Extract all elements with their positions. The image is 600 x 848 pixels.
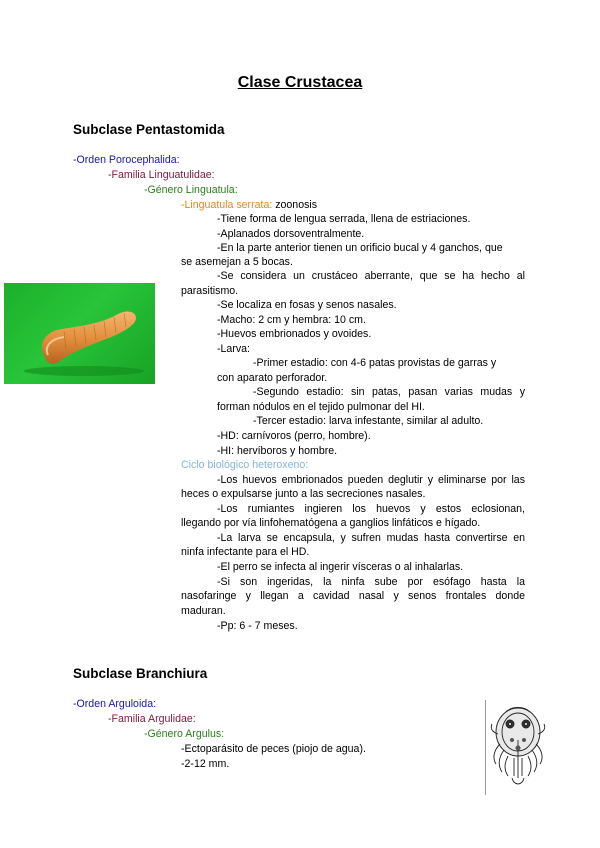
orden-porocephalida: -Orden Porocephalida: (73, 154, 180, 166)
species-line (181, 198, 317, 213)
familia-argulidae: -Familia Argulidae: (108, 713, 196, 725)
text-line: -La larva se encapsula, y sufren mudas hasta convertirse en (217, 532, 525, 544)
text-line: nasofaringe y llegan a cavidad nasal y senos frontales donde (181, 590, 525, 602)
genero-argulus: -Género Argulus: (144, 728, 225, 740)
text-line: parasitismo. (181, 285, 239, 297)
text-line: -Aplanados dorsoventralmente. (217, 228, 365, 240)
familia-linguatulidae: -Familia Linguatulidae: (108, 169, 215, 181)
text-line: -Si son ingeridas, la ninfa sube por esófago hasta la (217, 576, 525, 588)
ciclo-heading: Ciclo biológico heteroxeno: (181, 459, 309, 471)
text-line: -Primer estadio: con 4-6 patas provistas de garras y (253, 357, 497, 369)
text-line: maduran. (181, 605, 226, 617)
text-line: heces o expulsarse junto a las secreciones nasales. (181, 488, 426, 500)
text-line: -HI: hervíboros y hombre. (217, 445, 338, 457)
linguatula-photo (4, 283, 155, 384)
text-line: -Macho: 2 cm y hembra: 10 cm. (217, 314, 366, 326)
text-line: -Tiene forma de lengua serrada, llena de estriaciones. (217, 213, 471, 225)
text-line: -Tercer estadio: larva infestante, similar al adulto. (253, 415, 484, 427)
text-line: -Los huevos embrionados pueden deglutir y eliminarse por las (217, 474, 525, 486)
genero-linguatula: -Género Linguatula: (144, 184, 238, 196)
section-heading-branchiura: Subclase Branchiura (73, 666, 208, 681)
text-line: -Segundo estadio: sin patas, pasan varias mudas y (253, 386, 525, 398)
text-line: -En la parte anterior tienen un orificio bucal y 4 ganchos, que (217, 242, 503, 254)
text-line: -Se localiza en fosas y senos nasales. (217, 299, 397, 311)
text-line: -Los rumiantes ingieren los huevos y estos eclosionan, (217, 503, 525, 515)
text-line: forman nódulos en el tejido pulmonar del HI. (217, 401, 425, 413)
page-title: Clase Crustacea (237, 74, 363, 91)
text-line: ninfa infectante para el HD. (181, 546, 310, 558)
text-line: -Larva: (217, 343, 250, 355)
section-heading-pentastomida: Subclase Pentastomida (73, 122, 225, 137)
text-line: -Huevos embrionados y ovoides. (217, 328, 372, 340)
text-line: -Pp: 6 - 7 meses. (217, 620, 298, 632)
text-line: se asemejan a 5 bocas. (181, 256, 293, 268)
text-line: -2-12 mm. (181, 758, 230, 770)
text-line: -Ectoparásito de peces (piojo de agua). (181, 743, 366, 755)
text-line: -HD: carnívoros (perro, hombre). (217, 430, 371, 442)
text-line: -Se considera un crustáceo aberrante, que se ha hecho al (217, 270, 525, 282)
species-note: zoonosis (272, 199, 318, 211)
orden-arguloida: -Orden Arguloida: (73, 698, 157, 710)
species-name: -Linguatula serrata: (181, 199, 273, 211)
argulus-illustration (485, 700, 546, 795)
text-line: con aparato perforador. (217, 372, 328, 384)
text-line: -El perro se infecta al ingerir vísceras o al inhalarlas. (217, 561, 464, 573)
text-line: llegando por vía linfohematógena a ganglios linfáticos e hígado. (181, 517, 481, 529)
